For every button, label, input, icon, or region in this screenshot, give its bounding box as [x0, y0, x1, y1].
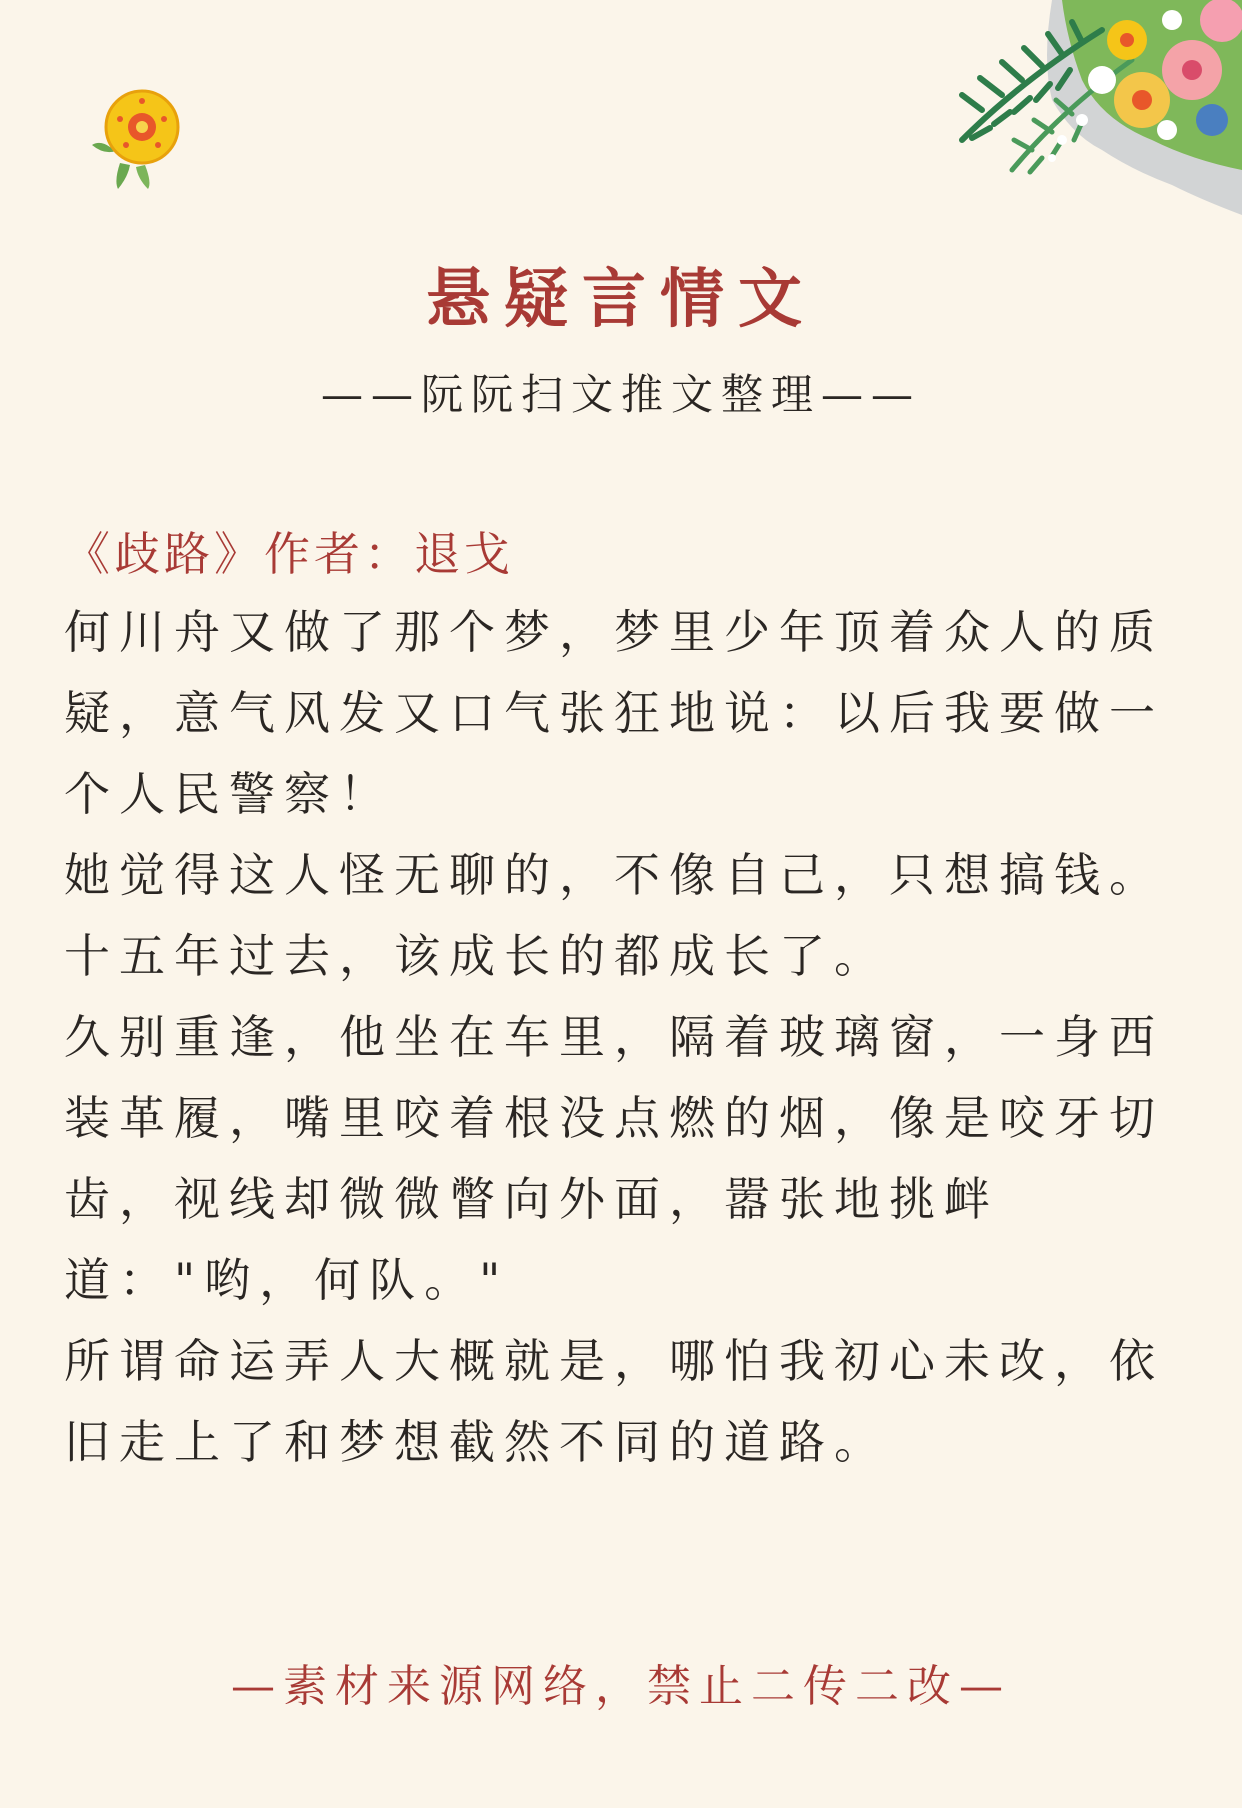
synopsis [64, 592, 1184, 1483]
synopsis-paragraph: 她觉得这人怪无聊的，不像自己，只想搞钱。 [64, 848, 1164, 902]
floral-corner-decoration-icon [902, 0, 1242, 215]
synopsis-paragraph: 所谓命运弄人大概就是，哪怕我初心未改，依旧走上了和梦想截然不同的道路。 [64, 1334, 1164, 1469]
synopsis-paragraph: 久别重逢，他坐在车里，隔着玻璃窗，一身西装革履，嘴里咬着根没点燃的烟，像是咬牙切齿，视线却微微瞥向外面，嚣张地挑衅道："哟，何队。" [64, 1010, 1164, 1307]
footer-note: —素材来源网络，禁止二传二改— [231, 1661, 1011, 1712]
synopsis-paragraph: 何川舟又做了那个梦，梦里少年顶着众人的质疑，意气风发又口气张狂地说：以后我要做一个人民警察！ [64, 605, 1164, 821]
synopsis-paragraph: 十五年过去，该成长的都成长了。 [64, 929, 889, 983]
book-title-author: 《歧路》作者：退戈 [64, 527, 514, 581]
page-title: 悬疑言情文 [426, 262, 816, 337]
page-subtitle: ——阮阮扫文推文整理—— [320, 370, 921, 419]
yellow-flower-icon [90, 85, 195, 190]
